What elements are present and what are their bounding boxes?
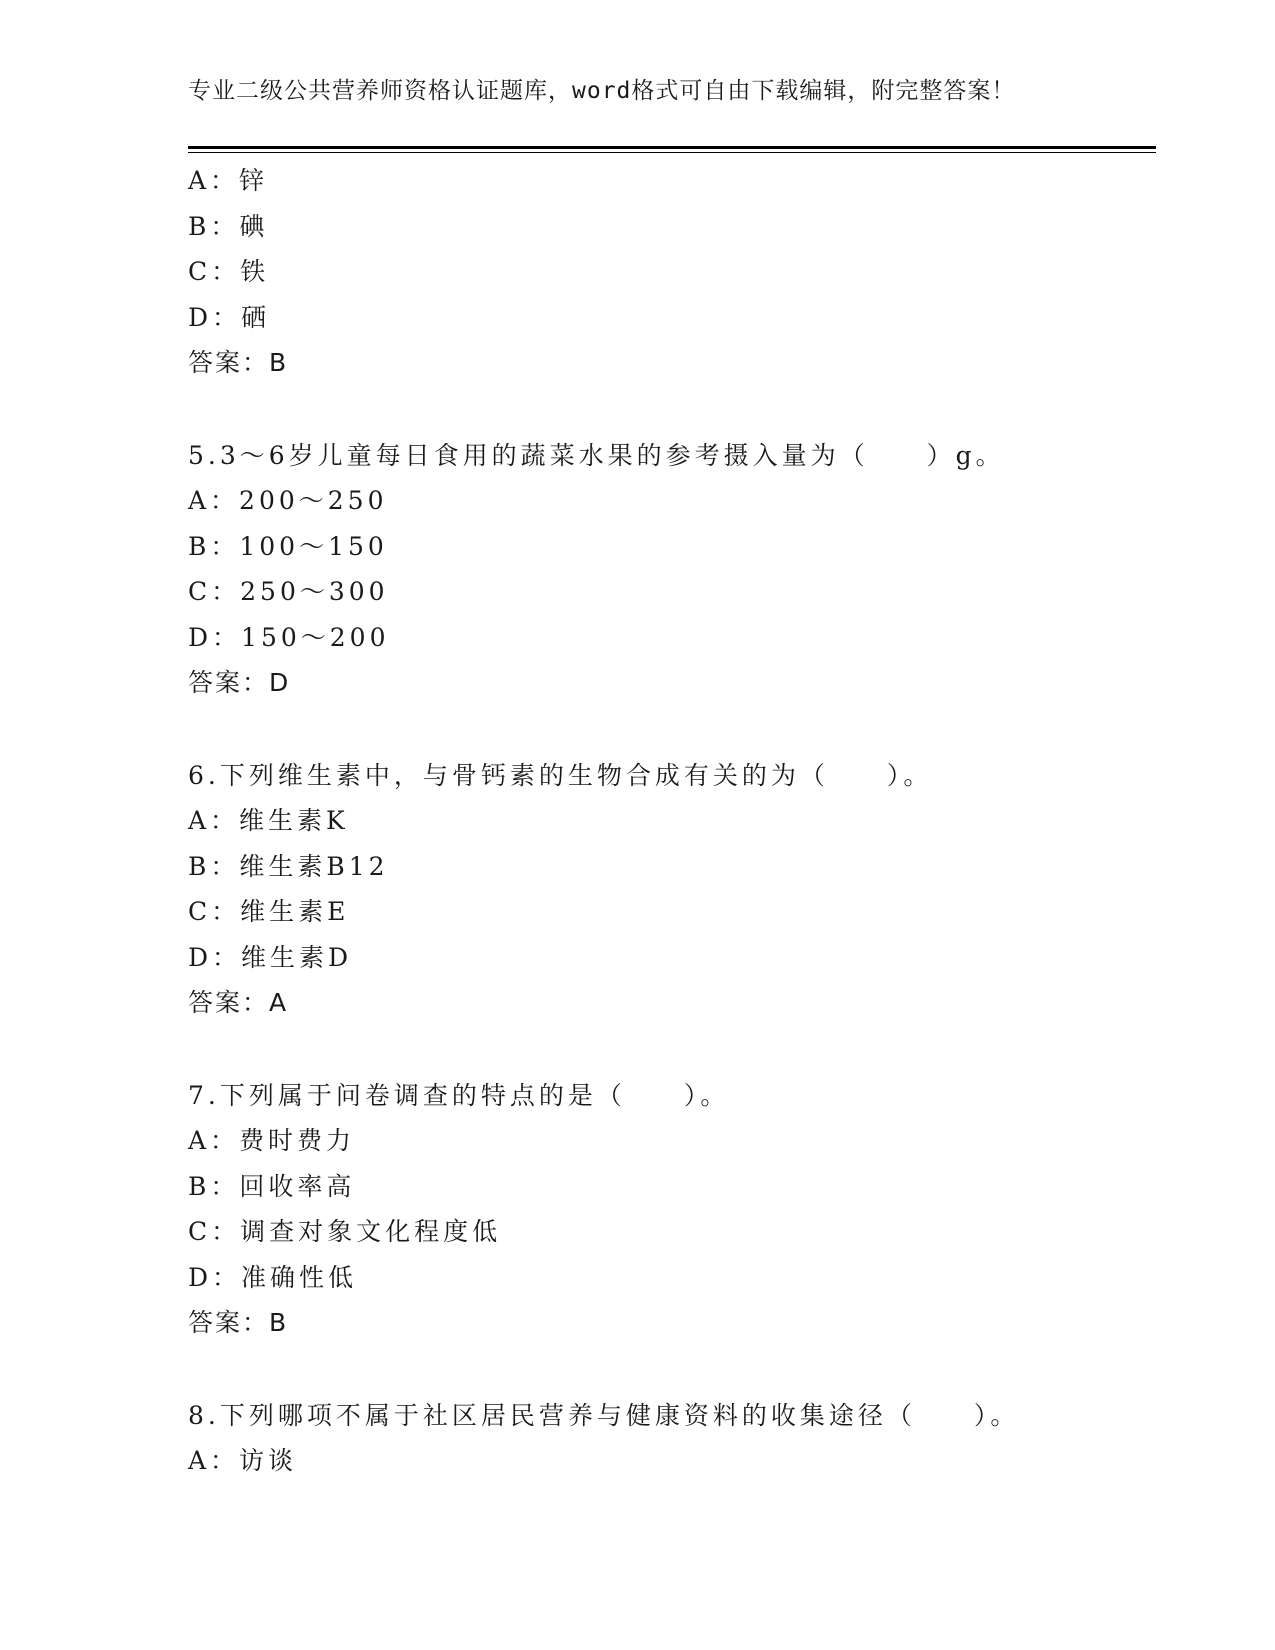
header-rule-thin: [188, 152, 1156, 153]
option-a: A：锌: [188, 166, 269, 195]
question-text: 5.3～6岁儿童每日食用的蔬菜水果的参考摄入量为（ ）g。: [188, 440, 1005, 470]
option-c: C：调查对象文化程度低: [188, 1217, 502, 1246]
option-d: D：硒: [188, 302, 271, 332]
option-d: D：维生素D: [188, 942, 353, 972]
option-c: C：铁: [188, 257, 270, 286]
question-gap: [188, 1026, 1156, 1073]
header-rule-thick: [188, 146, 1156, 149]
option-b: B：碘: [188, 211, 269, 241]
question-7: [188, 1073, 1156, 1346]
answer-line: 答案：D: [188, 668, 291, 697]
question-8: [188, 1393, 1156, 1484]
question-6: [188, 753, 1156, 1026]
option-b: B：100～150: [188, 531, 388, 561]
option-d: D：准确性低: [188, 1262, 358, 1292]
question-gap: [188, 1346, 1156, 1393]
option-d: D：150～200: [188, 622, 390, 652]
question-text: 6.下列维生素中，与骨钙素的生物合成有关的为（ ）。: [188, 760, 933, 790]
option-b: B：回收率高: [188, 1171, 356, 1201]
document-header: 专业二级公共营养师资格认证题库，word格式可自由下载编辑，附完整答案！: [188, 78, 1016, 104]
option-a: A：访谈: [188, 1446, 298, 1475]
answer-line: 答案：B: [188, 348, 289, 377]
answer-line: 答案：A: [188, 988, 289, 1017]
question-gap: [188, 706, 1156, 753]
option-b: B：维生素B12: [188, 851, 389, 881]
option-a: A：费时费力: [188, 1126, 356, 1155]
option-c: C：250～300: [188, 577, 389, 606]
question-4-continued: [188, 158, 1156, 386]
option-c: C：维生素E: [188, 897, 350, 926]
option-a: A：维生素K: [188, 806, 349, 835]
question-gap: [188, 386, 1156, 433]
option-a: A：200～250: [188, 486, 388, 515]
answer-line: 答案：B: [188, 1308, 289, 1337]
question-5: [188, 433, 1156, 706]
question-list: [188, 158, 1156, 1484]
question-text: 8.下列哪项不属于社区居民营养与健康资料的收集途径（ ）。: [188, 1400, 1020, 1430]
question-text: 7.下列属于问卷调查的特点的是（ ）。: [188, 1080, 730, 1110]
